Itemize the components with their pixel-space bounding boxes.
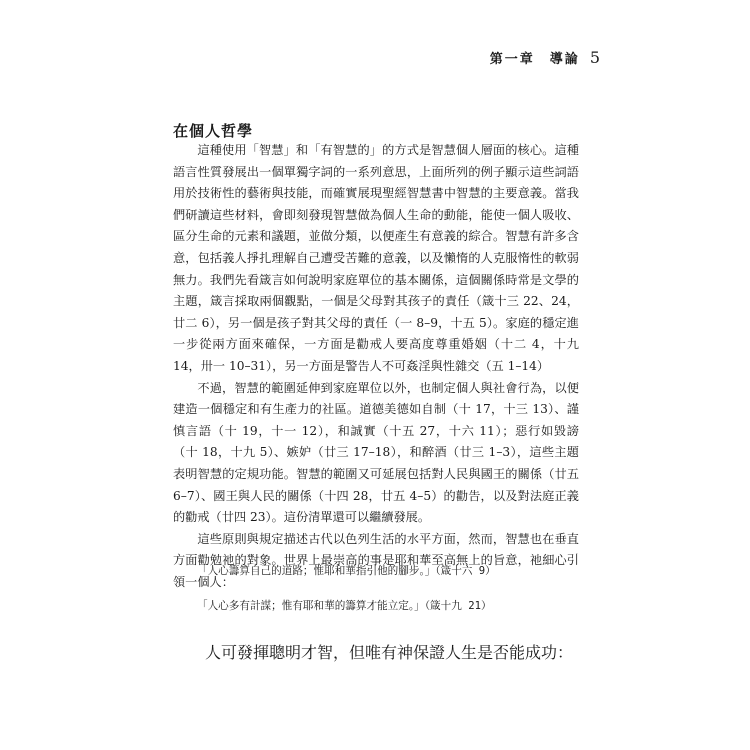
section-title: 在個人哲學 (173, 122, 254, 140)
paragraph: 不過，智慧的範圍延伸到家庭單位以外，也制定個人與社會行為，以便建造一個穩定和有生產力的社區。道德美德如自制（十 17，十三 13）、謹慎言語（十 19，十一 12），和誠實（十五 27，十六 11）；惡行如毀謗（十 18，十九 5）、嫉妒（廿三 17–18），和醉酒（廿三 1–3），這些主題表明智慧的定規功能。智慧的範圍又可延展包括對人民與國王的關係（廿五 6–7）、國王與人民的關係（十四 28，廿五 4–5）的勸告，以及對法庭正義的勸戒（廿四 23）。這份清單還可以繼續發展。 (173, 380, 579, 525)
page-number: 5 (589, 48, 600, 67)
paragraph: 這種使用「智慧」和「有智慧的」的方式是智慧個人層面的核心。這種語言性質發展出一個單獨字詞的一系列意思，上面所列的例子顯示這些詞語用於技術性的藝術與技能，而確實展現聖經智慧書中智慧的主要意義。當我們研讀這些材料，會即刻發現智慧做為個人生命的動能，能使一個人吸收、區分生命的元素和議題，並做分類，以便產生有意義的綜合。智慧有許多含意，包括義人掙扎理解自己遭受苦難的意義，以及懶惰的人克服惰性的軟弱無力。我們先看箴言如何說明家庭單位的基本關係，這個關係時常是文學的主題，箴言採取兩個觀點，一個是父母對其孩子的責任（箴十三 22、24，廿二 6），另一個是孩子對其父母的責任（一 8–9，十五 5）。家庭的穩定進一步從兩方面來確保，一方面是勸戒人要高度尊重婚姻（十二 4，十九 14，卅一 10–31），另一方面是警告人不可姦淫與性雜交（五 1–14） (173, 143, 579, 373)
body-text (173, 140, 579, 593)
chapter-title: 第一章 導論 (489, 52, 580, 67)
paragraph: 這些原則與規定描述古代以色列生活的水平方面，然而，智慧也在垂直方面勸勉祂的對象。世界上最崇高的事是耶和華至高無上的旨意，祂細心引領一個人： (173, 531, 579, 589)
running-header (480, 48, 600, 67)
closing-paragraph: 人可發揮聰明才智，但唯有神保證人生是否能成功： (205, 643, 574, 662)
scripture-quote: 「人心籌算自己的道路；惟耶和華指引他的腳步。」（箴十六 9） (197, 565, 496, 577)
scripture-quote: 「人心多有計謀；惟有耶和華的籌算才能立定。」（箴十九 21） (197, 600, 492, 612)
